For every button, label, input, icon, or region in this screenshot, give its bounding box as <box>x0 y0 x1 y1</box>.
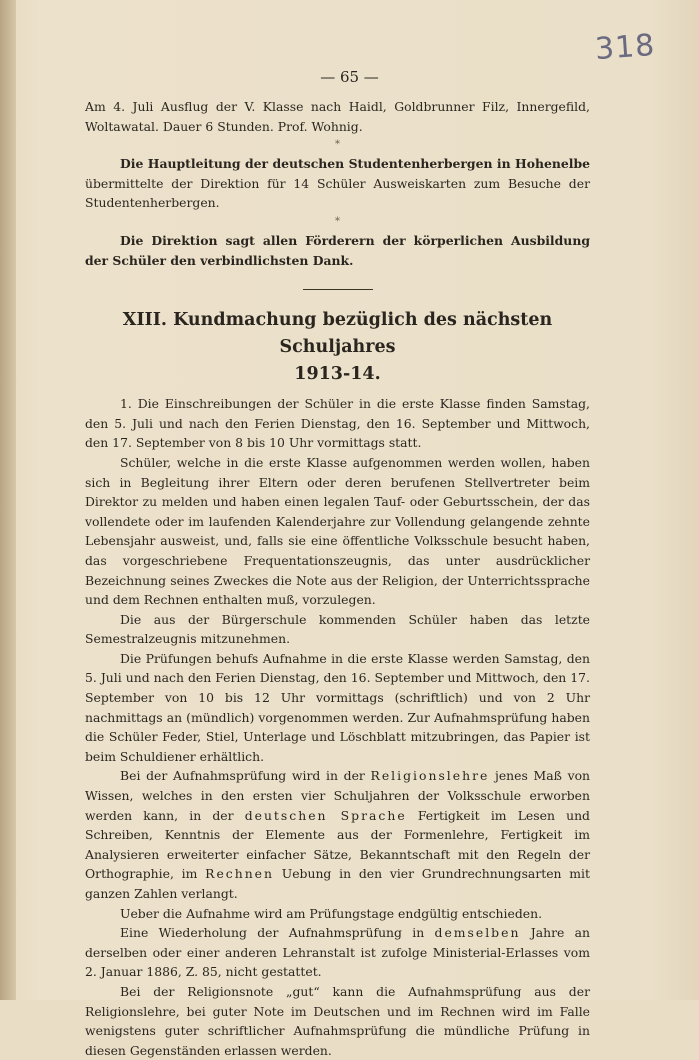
body-paragraph: Die Prüfungen behufs Aufnahme in die erste Klasse werden Samstag, den 5. Juli und nach den Ferien Dienstag, den 16. September und Mittwoch, den 17. September von 10 bis 12 Uhr vormittags (schriftlich) und von 2 Uhr nachmittags an (mündlich) vorgenommen werden. Zur Aufnahmsprüfung haben die Schüler Feder, Stiel, Unterlage und Löschblatt mitzubringen, das Papier ist beim Schuldiener erhältlich. <box>85 650 590 764</box>
text-run: Fertigkeit im Lesen und Schreiben, Kenntnis der Elemente aus der Formenlehre, Fertigkeit im Analysieren erweiterter einfacher Sätze, Bekanntschaft mit den Regeln der Orthographie, im <box>85 807 590 882</box>
body-paragraph: Die aus der Bürgerschule kommenden Schüler haben das letzte Semestralzeugnis mitzunehmen. <box>85 611 590 647</box>
body-paragraph <box>85 766 590 903</box>
spaced-term: Religionslehre <box>370 768 490 784</box>
excursion-paragraph: Am 4. Juli Ausflug der V. Klasse nach Haidl, Goldbrunner Filz, Innergefild, Woltawatal. Dauer 6 Stunden. Prof. Wohnig. <box>85 99 590 134</box>
body-paragraph: Bei der Religionsnote „gut“ kann die Aufnahmsprüfung aus der Religionslehre, bei guter Note im Deutschen und im Rechnen wird im Falle wenigstens guter schriftlicher Aufnahmsprüfung die mündliche Prüfung in diesen Gegenständen erlassen werden. <box>85 983 590 1058</box>
text-run: Eine Wiederholung der Aufnahmsprüfung in <box>120 925 435 941</box>
page-content <box>85 97 590 1060</box>
spaced-term: demselben <box>434 925 521 941</box>
thanks-paragraph: Die Direktion sagt allen Förderern der körperlichen Ausbildung der Schüler den verbindlichsten Dank. <box>85 232 590 268</box>
spaced-term: Rechnen <box>205 866 274 882</box>
text-run: Jahre an derselben oder einer anderen Lehranstalt ist zufolge Ministerial-Erlasses vom 2. Januar 1886, Z. 85, nicht gestattet. <box>85 925 590 980</box>
body-paragraph: Ueber die Aufnahme wird am Prüfungstage endgültig entschieden. <box>120 905 543 921</box>
body-paragraph <box>85 923 590 982</box>
section-asterisk: * <box>335 215 340 227</box>
page-number: — 65 — <box>320 68 379 86</box>
hostel-paragraph-text: übermittelte der Direktion für 14 Schüler Ausweiskarten zum Besuche der Studentenherbergen. <box>85 175 590 211</box>
section-heading-line2: 1913-14. <box>294 364 381 385</box>
hostel-paragraph <box>85 154 590 213</box>
body-paragraph: Schüler, welche in die erste Klasse aufgenommen werden wollen, haben sich in Begleitung ihrer Eltern oder deren berufenen Stellvertreter beim Direktor zu melden und haben einen legalen Tauf- oder Geburtsschein, der das vollendete oder im laufenden Kalenderjahre zur Vollendung gelangende zehnte Lebensjahr ausweist, und, falls sie eine öffentliche Volksschule besucht haben, das vorgeschriebene Frequentationszeugnis, das unter ausdrücklicher Bezeichnung seines Zweckes die Note aus der Religion, der Unterrichtssprache und dem Rechnen enthalten muß, vorzulegen. <box>85 454 590 608</box>
separator-rule <box>303 289 373 290</box>
text-run: Bei der Aufnahmsprüfung wird in der <box>120 768 371 784</box>
text-run: Uebung in den vier Grundrechnungsarten mit ganzen Zahlen verlangt. <box>85 866 590 901</box>
hostel-paragraph-bold: Die Hauptleitung der deutschen Studentenherbergen in Hohenelbe <box>120 156 590 172</box>
spaced-term: deutschen Sprache <box>244 807 407 823</box>
handwritten-folio-number: 318 <box>593 27 657 68</box>
book-spine-shadow <box>0 0 16 1000</box>
section-heading <box>75 307 600 388</box>
section-heading-line1: XIII. Kundmachung bezüglich des nächsten Schuljahres <box>122 310 553 358</box>
text-run: jenes Maß von Wissen, welches in den ersten vier Schuljahren der Volksschule erworben werden kann, in der <box>85 768 591 823</box>
body-paragraph: 1. Die Einschreibungen der Schüler in die erste Klasse finden Samstag, den 5. Juli und nach den Ferien Dienstag, den 16. September und Mittwoch, den 17. September von 8 bis 10 Uhr vormittags statt. <box>85 396 590 451</box>
section-asterisk: * <box>335 139 340 151</box>
